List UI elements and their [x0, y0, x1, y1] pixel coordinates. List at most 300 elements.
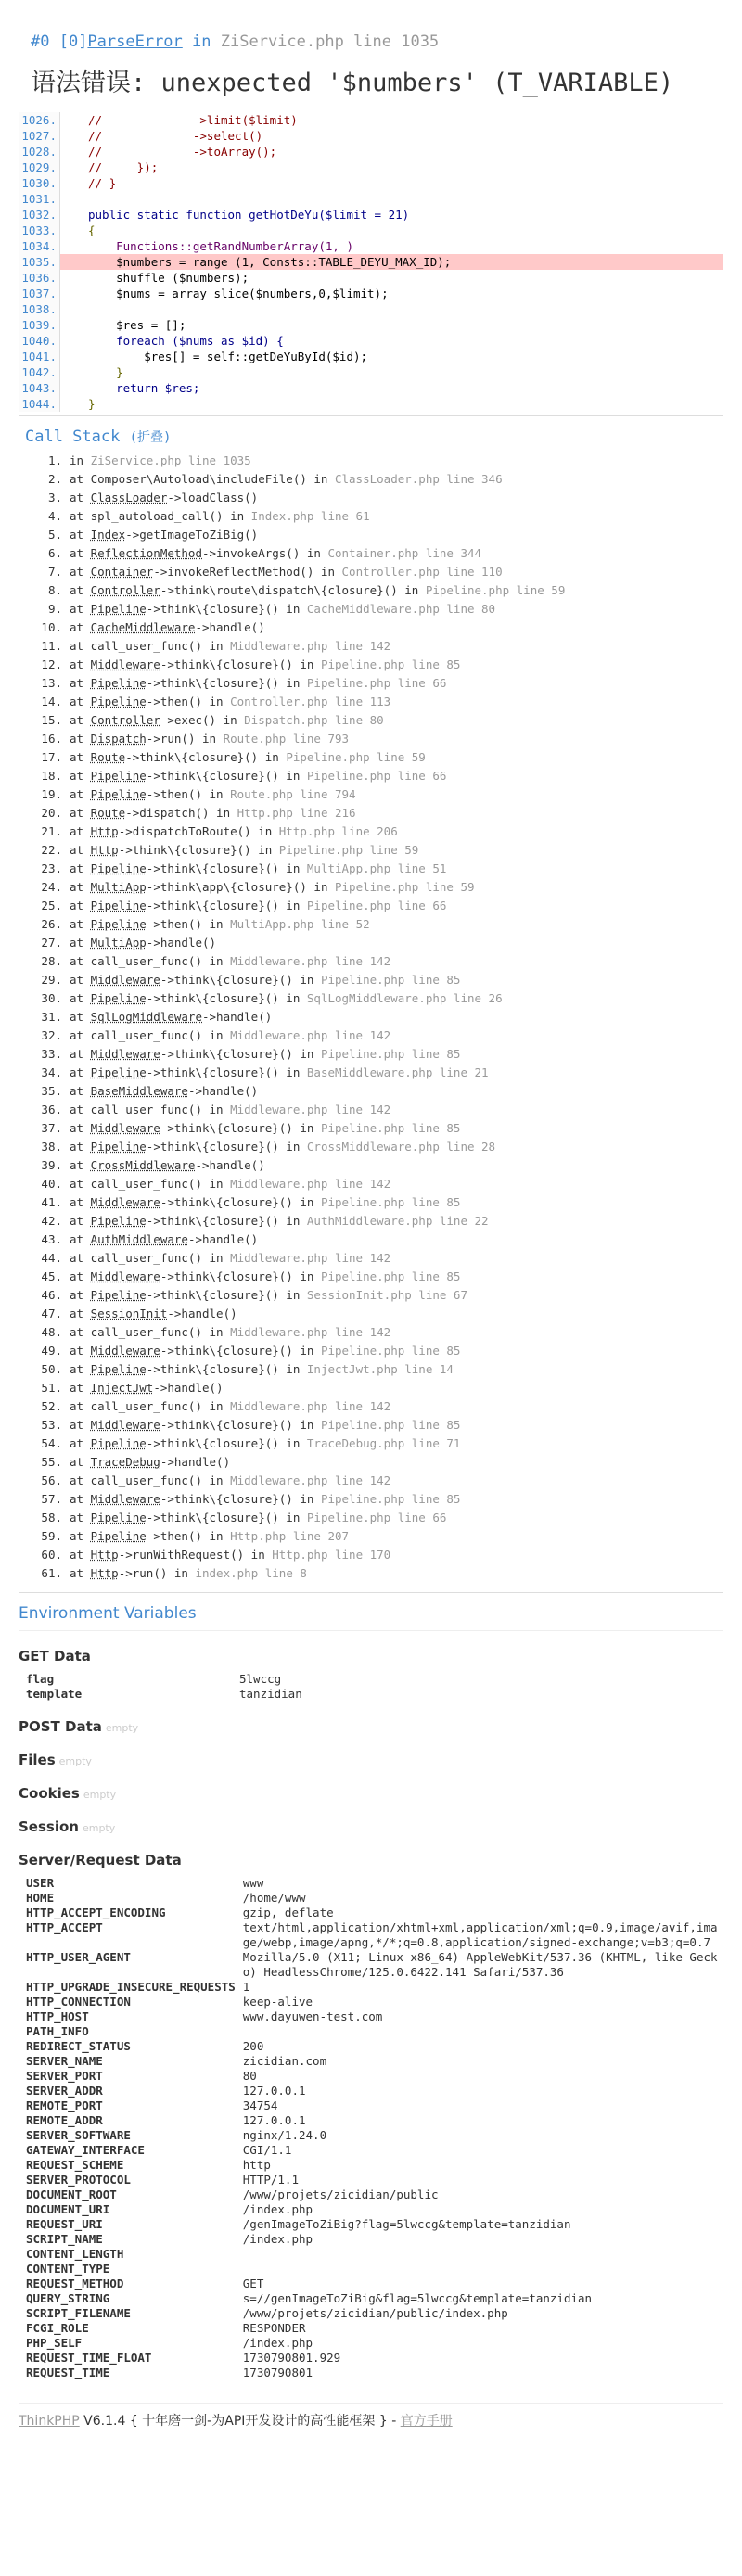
env-key: SERVER_ADDR [26, 2084, 103, 2098]
frame-prefix: at [70, 1436, 91, 1450]
env-key: SCRIPT_FILENAME [26, 2306, 131, 2320]
env-row [19, 2173, 723, 2187]
frame-text [70, 1527, 349, 1546]
frame-call: ->think\{closure}() in [160, 1121, 321, 1135]
line-number: 1036. [21, 271, 57, 285]
frame-location: Pipeline.php line 66 [306, 1511, 447, 1524]
frame-class[interactable]: Route [90, 806, 126, 820]
frame-index: 33. [41, 1047, 62, 1061]
frame-index: 38. [41, 1140, 62, 1154]
frame-class[interactable]: SessionInit [90, 1307, 168, 1320]
code-line: // } [88, 176, 117, 190]
empty-label: empty [58, 1755, 92, 1767]
env-row [19, 1891, 723, 1906]
stack-frame [19, 1008, 723, 1027]
code-line [88, 301, 723, 317]
frame-prefix: at [70, 1251, 91, 1265]
frame-index: 51. [41, 1381, 62, 1395]
frame-prefix: at [70, 917, 91, 931]
frame-prefix: at [70, 1548, 91, 1562]
frame-class[interactable]: Pipeline [90, 1511, 147, 1524]
frame-index: 50. [41, 1362, 62, 1376]
line-number: 1040. [21, 334, 57, 348]
frame-class[interactable]: Middleware [90, 1121, 160, 1135]
frame-class[interactable]: Pipeline [90, 676, 147, 690]
footer [19, 2403, 723, 2429]
frame-index: 6. [47, 546, 62, 560]
env-row [19, 2084, 723, 2098]
frame-class[interactable]: Pipeline [90, 1214, 147, 1228]
frame-class[interactable]: Pipeline [90, 1140, 147, 1154]
env-key: REQUEST_METHOD [26, 2276, 124, 2290]
frame-prefix: at [70, 491, 91, 504]
frame-class[interactable]: CrossMiddleware [90, 1158, 196, 1172]
frame-prefix: at [70, 1511, 91, 1524]
stack-frame [19, 1527, 723, 1546]
frame-call: ->think\{closure}() in [146, 676, 307, 690]
env-value: keep-alive [242, 1995, 313, 2009]
frame-index: 58. [41, 1511, 62, 1524]
stack-frame [19, 1435, 723, 1453]
frame-index: 48. [41, 1325, 62, 1339]
frame-class[interactable]: Middleware [90, 1047, 160, 1061]
frame-class[interactable]: Http [90, 824, 119, 838]
frame-prefix: in [70, 453, 91, 467]
frame-prefix: at [70, 824, 91, 838]
frame-prefix: at [70, 509, 91, 523]
frame-location: Pipeline.php line 85 [320, 1047, 461, 1061]
frame-index: 20. [41, 806, 62, 820]
frame-prefix: at [70, 843, 91, 857]
frame-call: ->handle() [187, 1232, 259, 1246]
frame-class[interactable]: Middleware [90, 1418, 160, 1432]
line-number-gutter [19, 112, 60, 412]
env-key: SERVER_SOFTWARE [26, 2128, 131, 2142]
frame-class[interactable]: Route [90, 750, 126, 764]
frame-text [70, 711, 384, 730]
line-number: 1030. [21, 176, 57, 190]
stack-frame [19, 452, 723, 470]
frame-index: 21. [41, 824, 62, 838]
env-key: REDIRECT_STATUS [26, 2039, 131, 2053]
frame-text [70, 989, 503, 1008]
frame-text [70, 544, 481, 563]
frame-prefix: at [70, 1418, 91, 1432]
frame-class[interactable]: Middleware [90, 1195, 160, 1209]
frame-prefix: at [70, 973, 91, 987]
frame-location: BaseMiddleware.php line 21 [306, 1065, 489, 1079]
frame-index: 52. [41, 1399, 62, 1413]
frame-location: Pipeline.php line 85 [320, 1492, 461, 1506]
frame-text [70, 952, 390, 971]
frame-class[interactable]: Pipeline [90, 899, 147, 912]
frame-index: 29. [41, 973, 62, 987]
stack-frame [19, 1397, 723, 1416]
frame-prefix: at [70, 750, 91, 764]
line-number: 1041. [21, 350, 57, 363]
frame-class[interactable]: ReflectionMethod [90, 546, 202, 560]
frame-location: Pipeline.php line 66 [306, 899, 447, 912]
frame-prefix: at [70, 1325, 91, 1339]
frame-prefix: at [70, 620, 91, 634]
stack-frame [19, 1360, 723, 1379]
frame-class[interactable]: Pipeline [90, 1065, 147, 1079]
line-number: 1026. [21, 113, 57, 127]
frame-call: ->handle() [202, 1010, 273, 1024]
frame-class[interactable]: Middleware [90, 1344, 160, 1358]
frame-class[interactable]: MultiApp [90, 880, 147, 894]
frame-text [70, 1397, 390, 1416]
frame-call: ->think\{closure}() in [160, 1492, 321, 1506]
frame-index: 27. [41, 936, 62, 950]
frame-index: 18. [41, 769, 62, 783]
frame-text [70, 1360, 454, 1379]
frame-class[interactable]: Index [90, 528, 126, 542]
frame-index: 1. [47, 453, 62, 467]
stack-frame [19, 785, 723, 804]
frame-text [70, 1323, 390, 1342]
env-value: www [242, 1876, 264, 1890]
stack-frame [19, 897, 723, 915]
frame-text [70, 1231, 258, 1249]
frame-class[interactable]: Pipeline [90, 787, 147, 801]
frame-location: SqlLogMiddleware.php line 26 [306, 991, 503, 1005]
frame-call: ->getImageToZiBig() [125, 528, 259, 542]
line-number: 1033. [21, 223, 57, 237]
thinkphp-link[interactable]: ThinkPHP [19, 2414, 80, 2429]
frame-class[interactable]: SqlLogMiddleware [90, 1010, 202, 1024]
frame-prefix: at [70, 769, 91, 783]
frame-call: ->handle() [160, 1455, 231, 1469]
exception-location [31, 32, 711, 51]
env-row [19, 1920, 723, 1950]
frame-class[interactable]: AuthMiddleware [90, 1232, 188, 1246]
env-value: 34754 [242, 2098, 278, 2112]
frame-index: 28. [41, 954, 62, 968]
fold-toggle[interactable]: (折叠) [129, 430, 172, 445]
frame-text [70, 1027, 390, 1045]
frame-index: 61. [41, 1566, 62, 1580]
frame-call: ->think\{closure}() in [160, 1195, 321, 1209]
trace-prefix: #0 [0] [31, 32, 88, 51]
frame-prefix: at [70, 1381, 91, 1395]
frame-index: 36. [41, 1103, 62, 1116]
frame-class[interactable]: Pipeline [90, 917, 147, 931]
frame-prefix: at [70, 787, 91, 801]
frame-index: 8. [47, 583, 62, 597]
frame-call: ->dispatchToRoute() in [118, 824, 279, 838]
frame-prefix: at [70, 1084, 91, 1098]
frame-call: call_user_func() in [90, 639, 231, 653]
code-line: // ->select() [88, 129, 263, 143]
frame-class[interactable]: Pipeline [90, 695, 147, 708]
line-number: 1034. [21, 239, 57, 253]
frame-prefix: at [70, 1103, 91, 1116]
env-value [236, 2247, 723, 2262]
env-row [19, 2366, 723, 2380]
frame-call: ->exec() in [160, 713, 245, 727]
stack-frame [19, 860, 723, 878]
frame-call: ->dispatch() in [125, 806, 237, 820]
env-row [19, 2217, 723, 2232]
env-section-name: POST Data [19, 1718, 102, 1735]
frame-location: Pipeline.php line 59 [278, 843, 419, 857]
frame-text [70, 1008, 272, 1027]
frame-prefix: at [70, 1232, 91, 1246]
frame-class[interactable]: Middleware [90, 657, 160, 671]
frame-index: 60. [41, 1548, 62, 1562]
frame-call: call_user_func() in [90, 1177, 231, 1191]
env-key: REMOTE_ADDR [26, 2113, 103, 2127]
frame-class[interactable]: Middleware [90, 1269, 160, 1283]
env-value [236, 2262, 723, 2276]
env-value: /index.php [242, 2202, 313, 2216]
env-row [19, 2247, 723, 2262]
frame-prefix: at [70, 880, 91, 894]
frame-location: Controller.php line 110 [341, 565, 503, 579]
frame-class[interactable]: Http [90, 1566, 119, 1580]
call-stack-title [19, 416, 723, 452]
frame-class[interactable]: InjectJwt [90, 1381, 154, 1395]
frame-class[interactable]: MultiApp [90, 936, 147, 950]
frame-index: 59. [41, 1529, 62, 1543]
env-row [19, 2024, 723, 2039]
env-value: 80 [242, 2069, 257, 2083]
env-value: 200 [242, 2039, 264, 2053]
frame-class[interactable]: Pipeline [90, 991, 147, 1005]
stack-frame [19, 1082, 723, 1101]
stack-frame [19, 581, 723, 600]
frame-call: ->think\{closure}() in [160, 1344, 321, 1358]
frame-call: ->runWithRequest() in [118, 1548, 273, 1562]
stack-frame [19, 804, 723, 823]
frame-class[interactable]: Controller [90, 583, 160, 597]
env-row [19, 2143, 723, 2158]
stack-frame [19, 563, 723, 581]
frame-text [70, 1435, 460, 1453]
frame-call: ->run() in [146, 732, 224, 746]
stack-frame-list [19, 452, 723, 1592]
frame-location: Route.php line 793 [223, 732, 350, 746]
frame-text [70, 804, 356, 823]
env-key: DOCUMENT_ROOT [26, 2187, 117, 2201]
frame-prefix: at [70, 954, 91, 968]
code-line: public static function getHotDeYu($limit = 21) [88, 208, 410, 222]
line-number: 1042. [21, 365, 57, 379]
frame-class[interactable]: Pipeline [90, 769, 147, 783]
frame-class[interactable]: Middleware [90, 1492, 160, 1506]
frame-class[interactable]: BaseMiddleware [90, 1084, 188, 1098]
frame-index: 34. [41, 1065, 62, 1079]
env-value: gzip, deflate [242, 1906, 334, 1919]
stack-frame [19, 1490, 723, 1509]
stack-frame [19, 693, 723, 711]
frame-text [70, 1342, 460, 1360]
frame-prefix: at [70, 1121, 91, 1135]
frame-call: ->then() in [146, 695, 231, 708]
frame-prefix: at [70, 861, 91, 875]
env-section-name: Session [19, 1818, 79, 1835]
env-key: REMOTE_PORT [26, 2098, 103, 2112]
env-key: CONTENT_LENGTH [26, 2247, 124, 2261]
frame-location: Middleware.php line 142 [230, 1028, 391, 1042]
env-value: 1 [242, 1980, 250, 1994]
frame-text [70, 1546, 390, 1564]
frame-index: 13. [41, 676, 62, 690]
env-value: Mozilla/5.0 (X11; Linux x86_64) AppleWebKit/537.36 (KHTML, like Gecko) HeadlessChrome/125.0.6422.141 Safari/537.36 [242, 1950, 718, 1979]
frame-text [70, 841, 418, 860]
frame-class[interactable]: Http [90, 1548, 119, 1562]
env-row [19, 2232, 723, 2247]
stack-frame [19, 767, 723, 785]
frame-prefix: at [70, 583, 91, 597]
line-number: 1028. [21, 145, 57, 159]
frame-location: Pipeline.php line 85 [320, 973, 461, 987]
stack-frame [19, 1416, 723, 1435]
frame-class[interactable]: Http [90, 843, 119, 857]
frame-location: Pipeline.php line 66 [306, 769, 447, 783]
frame-class[interactable]: Middleware [90, 973, 160, 987]
env-key: SERVER_PORT [26, 2069, 103, 2083]
frame-index: 56. [41, 1473, 62, 1487]
env-key: FCGI_ROLE [26, 2321, 89, 2335]
frame-call: call_user_func() in [90, 1399, 231, 1413]
env-value: 127.0.0.1 [242, 2084, 306, 2098]
frame-prefix: at [70, 1529, 91, 1543]
frame-call: ->then() in [146, 917, 231, 931]
frame-location: Http.php line 207 [230, 1529, 350, 1543]
env-key: SERVER_NAME [26, 2054, 103, 2068]
stack-frame [19, 1212, 723, 1231]
line-number: 1031. [21, 192, 57, 206]
frame-class[interactable]: Pipeline [90, 861, 147, 875]
env-row [19, 1980, 723, 1995]
frame-class[interactable]: Controller [90, 713, 160, 727]
frame-text [70, 1472, 390, 1490]
frame-location: Pipeline.php line 85 [320, 1269, 461, 1283]
frame-index: 32. [41, 1028, 62, 1042]
exception-file: ZiService.php line 1035 [220, 32, 440, 51]
frame-text [70, 1564, 307, 1583]
env-value: 1730790801 [242, 2366, 313, 2379]
frame-text [70, 1249, 390, 1268]
frame-call: Composer\Autoload\includeFile() in [90, 472, 335, 486]
frame-call: ->think\{closure}() in [146, 1140, 307, 1154]
code-line: } [88, 397, 96, 411]
frame-location: SessionInit.php line 67 [306, 1288, 467, 1302]
env-value: /index.php [242, 2232, 313, 2246]
frame-text [70, 1305, 237, 1323]
frame-class[interactable]: Pipeline [90, 1529, 147, 1543]
frame-location: MultiApp.php line 51 [306, 861, 447, 875]
frame-call: ->handle() [153, 1381, 224, 1395]
frame-call: ->think\{closure}() in [125, 750, 287, 764]
frame-prefix: at [70, 1362, 91, 1376]
frame-call: ->think\{closure}() in [146, 899, 307, 912]
frame-prefix: at [70, 695, 91, 708]
code-line: $nums = array_slice($numbers,0,$limit); [88, 287, 389, 300]
stack-frame [19, 1138, 723, 1156]
frame-index: 31. [41, 1010, 62, 1024]
stack-frame [19, 971, 723, 989]
frame-text [70, 785, 356, 804]
frame-call: ->then() in [146, 787, 231, 801]
frame-text [70, 1509, 446, 1527]
stack-frame [19, 1379, 723, 1397]
frame-index: 25. [41, 899, 62, 912]
env-row [19, 2291, 723, 2306]
frame-call: ->think\{closure}() in [146, 1288, 307, 1302]
stack-frame [19, 656, 723, 674]
frame-class[interactable]: Pipeline [90, 1436, 147, 1450]
env-table [19, 1876, 723, 2380]
stack-frame [19, 526, 723, 544]
stack-frame [19, 1268, 723, 1286]
frame-index: 57. [41, 1492, 62, 1506]
stack-frame [19, 470, 723, 489]
frame-prefix: at [70, 528, 91, 542]
frame-text [70, 452, 251, 470]
frame-call: ->think\route\dispatch\{closure}() in [160, 583, 426, 597]
frame-index: 22. [41, 843, 62, 857]
frame-location: AuthMiddleware.php line 22 [306, 1214, 489, 1228]
frame-class[interactable]: TraceDebug [90, 1455, 160, 1469]
env-value: CGI/1.1 [242, 2143, 292, 2157]
frame-prefix: at [70, 639, 91, 653]
frame-index: 46. [41, 1288, 62, 1302]
code-line: } [88, 365, 123, 379]
frame-index: 12. [41, 657, 62, 671]
frame-index: 47. [41, 1307, 62, 1320]
frame-location: Pipeline.php line 59 [425, 583, 566, 597]
frame-call: ->think\{closure}() in [160, 1418, 321, 1432]
frame-class[interactable]: Container [90, 565, 154, 579]
frame-text [70, 1416, 460, 1435]
frame-prefix: at [70, 1158, 91, 1172]
frame-class[interactable]: Pipeline [90, 1288, 147, 1302]
frame-class[interactable]: Pipeline [90, 602, 147, 616]
frame-call: ->invokeReflectMethod() in [153, 565, 342, 579]
env-value: http [242, 2158, 271, 2172]
frame-index: 5. [47, 528, 62, 542]
env-key: template [26, 1687, 83, 1701]
exception-class-link[interactable]: ParseError [87, 32, 183, 51]
frame-prefix: at [70, 1028, 91, 1042]
frame-call: call_user_func() in [90, 1473, 231, 1487]
frame-location: Pipeline.php line 59 [286, 750, 426, 764]
frame-text [70, 1286, 467, 1305]
frame-class[interactable]: CacheMiddleware [90, 620, 196, 634]
frame-text [70, 1045, 460, 1064]
stack-frame [19, 618, 723, 637]
frame-class[interactable]: Dispatch [90, 732, 147, 746]
env-table [19, 1672, 723, 1702]
empty-label: empty [83, 1789, 117, 1801]
env-value: HTTP/1.1 [242, 2173, 299, 2187]
frame-class[interactable]: ClassLoader [90, 491, 168, 504]
error-code-line: $numbers = range (1, Consts::TABLE_DEYU_MAX_ID); [60, 254, 723, 270]
frame-call: ->think\{closure}() in [146, 1511, 307, 1524]
manual-link[interactable]: 官方手册 [400, 2414, 453, 2429]
frame-prefix: at [70, 1140, 91, 1154]
frame-location: Container.php line 344 [327, 546, 482, 560]
frame-class[interactable]: Pipeline [90, 1362, 147, 1376]
env-row [19, 2187, 723, 2202]
env-row [19, 1672, 723, 1687]
env-row [19, 1687, 723, 1702]
env-value: /genImageToZiBig?flag=5lwccg&template=tanzidian [242, 2217, 571, 2231]
frame-prefix: at [70, 1010, 91, 1024]
